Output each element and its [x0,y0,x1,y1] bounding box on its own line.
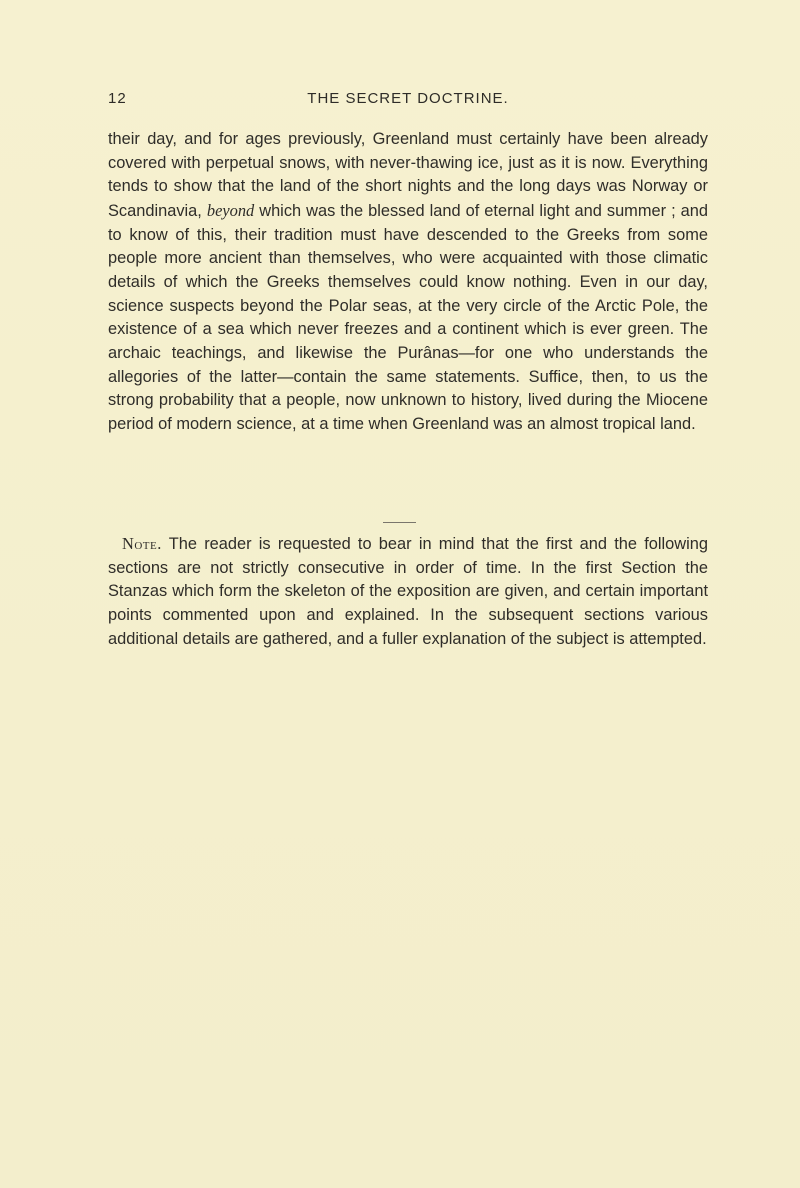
note-label: Note. [122,534,162,553]
page-header [108,90,708,114]
note-paragraph [108,532,708,651]
page-number: 12 [108,90,127,107]
section-divider [383,522,416,523]
italic-word: beyond [206,200,255,220]
running-title: THE SECRET DOCTRINE. [307,90,509,107]
paragraph-text-start: their day, and for ages previously, Greenland must certainly have been already covered with perpetual snows, with never-thawing ice, just as it is now. Everything tends to show that the land of the short nights and the long days was Norway or Scandinavia, [108,130,708,220]
body-paragraph [108,128,708,437]
paragraph-text-end: which was the blessed land of eternal light and summer ; and to know of this, their tradition must have descended to the Greeks from some people more ancient than themselves, who were acquainted with those climatic details of which the Greeks themselves could know nothing. Even in our day, science suspects beyond the Polar seas, at the very circle of the Arctic Pole, the existence of a sea which never freezes and a continent which is ever green. The archaic teachings, and likewise the Purânas—for one who understands the allegories of the latter—contain the same statements. Suffice, then, to us the strong probability that a people, now unknown to history, lived during the Miocene period of modern science, at a time when Greenland was an almost tropical land. [108,201,708,433]
note-text: The reader is requested to bear in mind that the first and the following sections are not strictly consecutive in order of time. In the first Section the Stanzas which form the skeleton of the exposition are given, and certain important points commented upon and explained. In the subsequent sections various additional details are gathered, and a fuller explanation of the subject is attempted. [108,535,708,648]
